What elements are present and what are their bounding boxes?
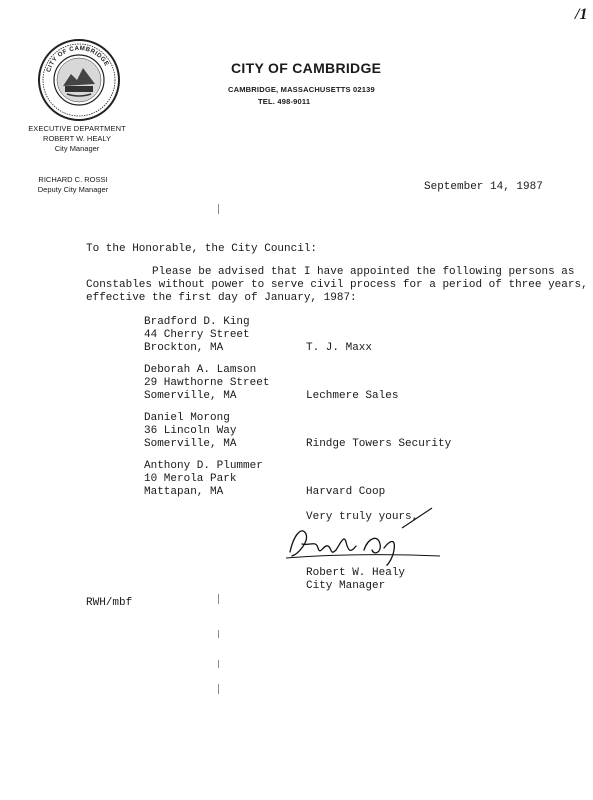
signer-name: Robert W. Healy: [306, 567, 406, 579]
appointee-street: 44 Cherry Street: [144, 329, 250, 341]
appointee-entry: [144, 364, 269, 403]
appointee-city: Somerville, MA: [144, 390, 237, 402]
signer-title: City Manager: [306, 580, 386, 592]
appointee-employer: Harvard Coop: [306, 486, 386, 498]
appointee-entry: [144, 460, 263, 499]
salutation: To the Honorable, the City Council:: [86, 243, 318, 255]
manager-title: City Manager: [54, 144, 100, 153]
letter-date: September 14, 1987: [424, 181, 543, 193]
page-mark: /1: [575, 6, 588, 23]
appointee-entry: [144, 316, 250, 355]
deputy-title: Deputy City Manager: [37, 185, 109, 194]
appointee-street: 10 Merola Park: [144, 473, 237, 485]
margin-mark: [218, 684, 219, 694]
letterhead-tel: TEL. 498-9011: [258, 97, 311, 106]
typist-initials: RWH/mbf: [86, 597, 133, 609]
appointee-name: Bradford D. King: [144, 316, 250, 328]
appointee-employer: Lechmere Sales: [306, 390, 399, 402]
margin-mark: [218, 204, 219, 214]
body-line: Constables without power to serve civil process for a period of three years,: [86, 279, 588, 291]
appointee-street: 29 Hawthorne Street: [144, 377, 270, 389]
appointee-city: Brockton, MA: [144, 342, 224, 354]
deputy-name: RICHARD C. ROSSI: [38, 175, 108, 184]
appointee-employer: Rindge Towers Security: [306, 438, 452, 450]
appointee-entry: [144, 412, 236, 451]
closing: Very truly yours,: [306, 511, 419, 523]
letter-body: [86, 266, 588, 305]
appointee-city: Mattapan, MA: [144, 486, 224, 498]
letterhead-city: CITY OF CAMBRIDGE: [231, 60, 382, 76]
body-line: Please be advised that I have appointed the following persons as: [86, 266, 575, 278]
appointee-name: Deborah A. Lamson: [144, 364, 257, 376]
body-line: effective the first day of January, 1987:: [86, 292, 357, 304]
letterhead-address: CAMBRIDGE, MASSACHUSETTS 02139: [228, 85, 375, 94]
seal-text: CITY OF CAMBRIDGE: [45, 44, 111, 74]
appointee-name: Anthony D. Plummer: [144, 460, 263, 472]
handwritten-signature: [284, 504, 444, 574]
executive-block: [22, 124, 132, 154]
appointee-city: Somerville, MA: [144, 438, 237, 450]
manager-name: ROBERT W. HEALY: [43, 134, 111, 143]
margin-mark: [218, 630, 219, 638]
department-name: EXECUTIVE DEPARTMENT: [28, 124, 126, 133]
appointee-employer: T. J. Maxx: [306, 342, 373, 354]
deputy-block: [18, 175, 128, 195]
margin-mark: [218, 660, 219, 668]
city-seal: [37, 38, 121, 122]
margin-mark: [218, 594, 219, 604]
appointee-name: Daniel Morong: [144, 412, 230, 424]
appointee-street: 36 Lincoln Way: [144, 425, 237, 437]
